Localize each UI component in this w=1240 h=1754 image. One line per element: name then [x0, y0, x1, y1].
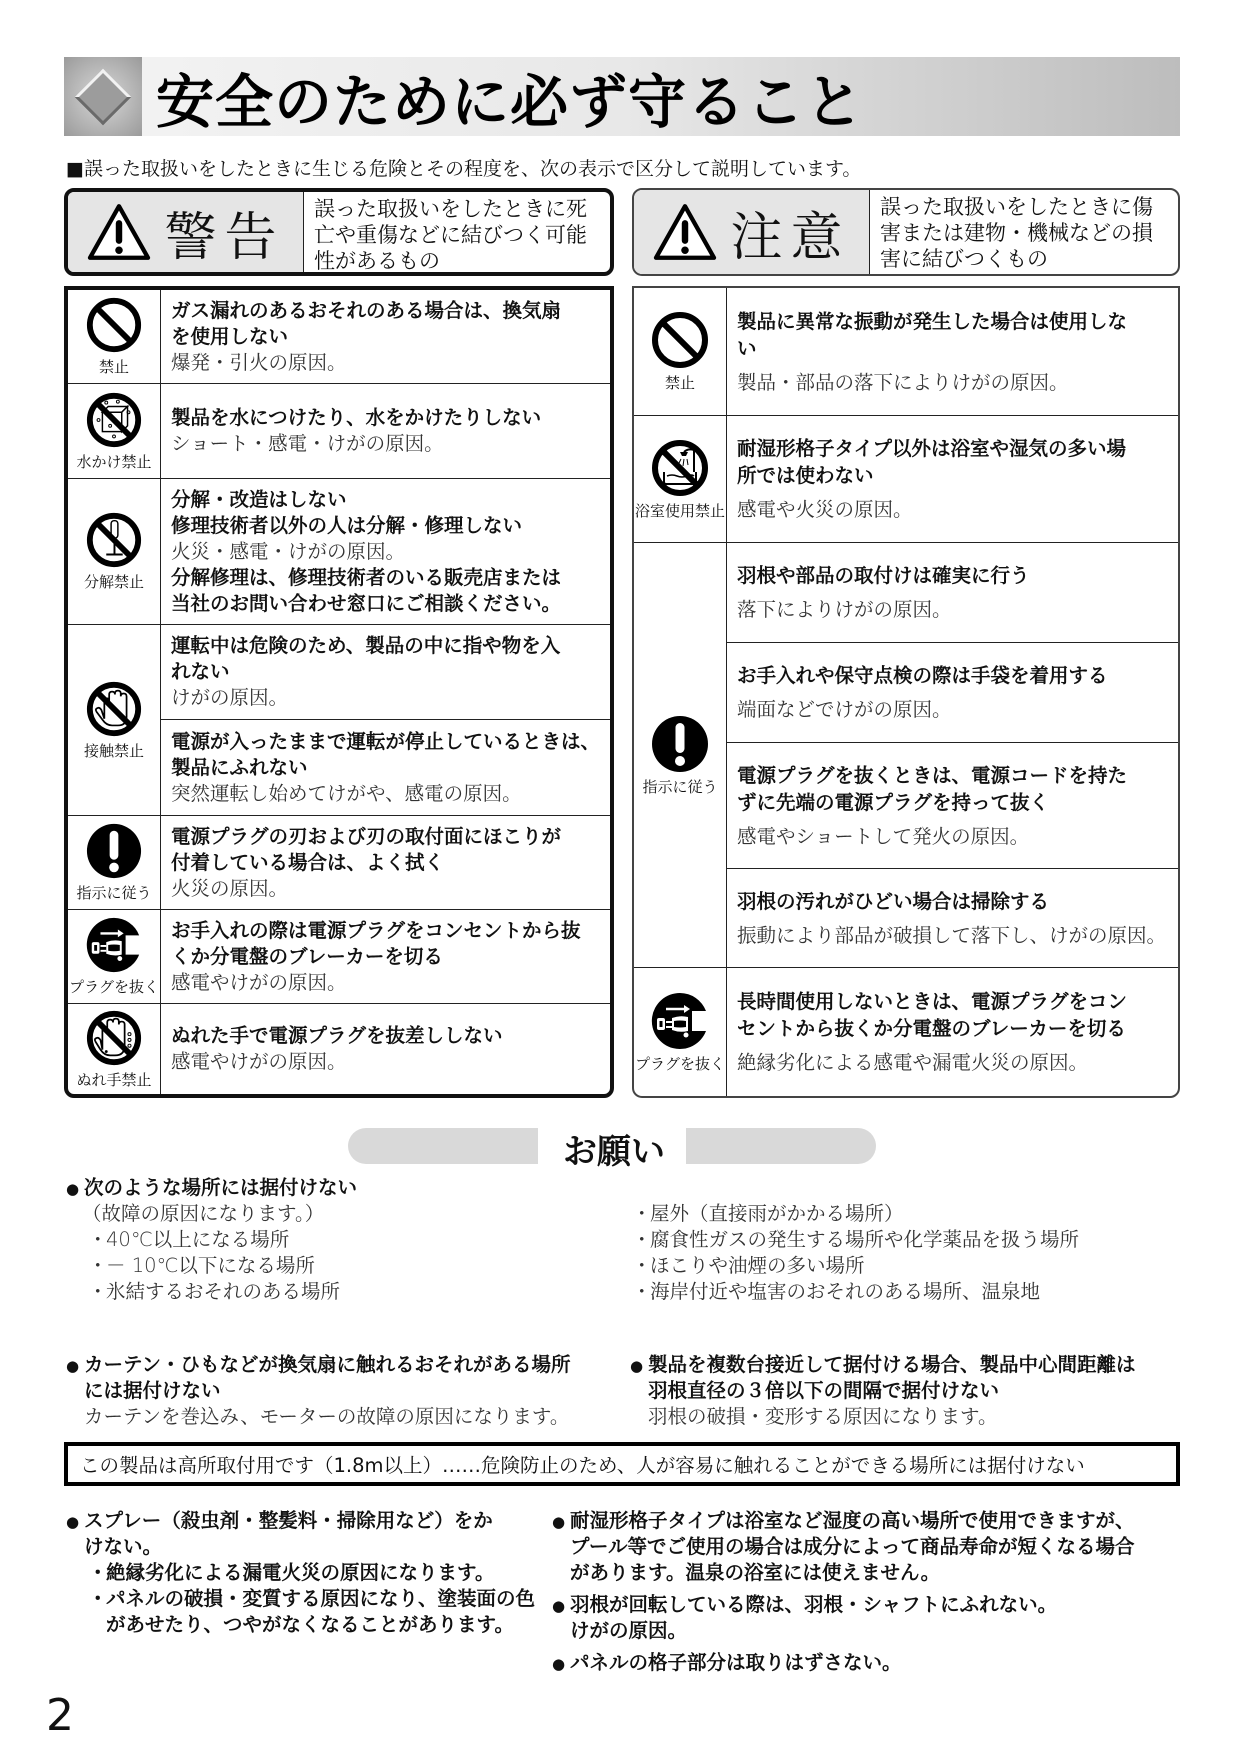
caution-table [632, 286, 1180, 1098]
no-bathroom-icon [650, 438, 710, 498]
icon-label: 分解禁止 [83, 573, 144, 591]
list-item: ・ 海岸付近や塩害のおそれのある場所、温泉地 [632, 1279, 1192, 1305]
icon-label: 禁止 [98, 358, 129, 376]
legend-warning-desc: 誤った取扱いをしたときに死 亡や重傷などに結びつく可能 性があるもの [314, 197, 587, 273]
spray-note: ● スプレー（殺虫剤・整髪料・掃除用など）をか けない。 ・ 絶縁劣化による漏電火災の原因になります。 ・ パネルの破損・変質する原因になり、塗装面の色があせたり、つやがなくなることがあります。 [66, 1508, 546, 1638]
onegai-title: お願い [563, 1132, 665, 1172]
warning-table [64, 286, 614, 1098]
list-item: ・ 氷結するおそれのある場所 [88, 1279, 606, 1305]
list-item: ・ ほこりや油煙の多い場所 [632, 1253, 1192, 1279]
table-row: 指示に従う 羽根や部品の取付けは確実に行う 落下によりけがの原因。 お手入れや保守点検の際は手袋を着用する 端面などでけがの原因。 電源プラグを抜くときは、電源コードを持た ずに先端の電源プラグを持って抜く 感電やショートして発火の原因。 羽根の汚れがひどい場合は掃除する 振動により部品が破損して落下し、けがの原因。 [634, 543, 1178, 968]
title-banner [64, 57, 1180, 136]
unplug-icon [650, 991, 710, 1051]
table-row: プラグを抜く お手入れの際は電源プラグをコンセントから抜 くか分電盤のブレーカーを切る 感電やけがの原因。 [68, 910, 610, 1004]
table-row: 禁止 製品に異常な振動が発生した場合は使用しな い 製品・部品の落下によりけがの原因。 [634, 288, 1178, 416]
prohibited-icon [85, 296, 143, 354]
table-row: 浴室使用禁止 耐湿形格子タイプ以外は浴室や湿気の多い場 所では使わない 感電や火災の原因。 [634, 416, 1178, 543]
no-disassembly-icon [85, 511, 143, 569]
install-places-note: ● 次のような場所には据付けない （故障の原因になります。） ・ 40℃以上になる場所 ・ － 10℃以下になる場所 ・ 氷結するおそれのある場所 [66, 1175, 606, 1305]
list-item: ・ パネルの破損・変質する原因になり、塗装面の色があせたり、つやがなくなることがあります。 [88, 1586, 546, 1638]
legend-caution-word: 注意 [730, 207, 851, 268]
note-blade: ● 羽根が回転している際は、羽根・シャフトにふれない。 けがの原因。 [552, 1592, 1182, 1644]
right-notes [552, 1508, 1182, 1676]
page-title: 安全のために必ず守ること [156, 67, 865, 136]
legend-warning [64, 188, 614, 276]
table-row: 指示に従う 電源プラグの刃および刃の取付面にほこりが 付着している場合は、よく拭く 火災の原因。 [68, 816, 610, 910]
no-wet-hands-icon [85, 1009, 143, 1067]
table-row: 禁止 ガス漏れのあるおそれのある場合は、換気扇 を使用しない 爆発・引火の原因。 [68, 290, 610, 384]
icon-label: 指示に従う [642, 777, 718, 796]
icon-label: プラグを抜く [634, 1054, 725, 1073]
icon-label: ぬれ手禁止 [76, 1070, 152, 1089]
list-item: ・ 絶縁劣化による漏電火災の原因になります。 [88, 1560, 546, 1586]
list-item: ・ － 10℃以下になる場所 [88, 1253, 606, 1279]
list-item: ・ 屋外（直接雨がかかる場所） [632, 1201, 1192, 1227]
install-places-right [632, 1201, 1192, 1305]
note-humidity: ● 耐湿形格子タイプは浴室など湿度の高い場所で使用できますが、 プール等でご使用の場合は成分によって商品寿命が短くなる場合 があります。温泉の浴室には使えません。 [552, 1508, 1182, 1586]
intro-text: ■誤った取扱いをしたときに生じる危険とその程度を、次の表示で区分して説明しています。 [66, 158, 862, 180]
onegai-bar-left [348, 1128, 538, 1164]
table-row: 接触禁止 運転中は危険のため、製品の中に指や物を入 れない けがの原因。 電源が入ったままで運転が停止しているときは、 製品にふれない 突然運転し始めてけがや、感電の原因。 [68, 625, 610, 816]
table-row: 分解禁止 分解・改造はしない 修理技術者以外の人は分解・修理しない 火災・感電・けがの原因。 分解修理は、修理技術者のいる販売店または 当社のお問い合わせ窓口にご相談ください。 [68, 479, 610, 625]
icon-label: 禁止 [664, 374, 695, 392]
diamond-icon [64, 57, 142, 136]
icon-label: 浴室使用禁止 [634, 501, 725, 520]
icon-label: 指示に従う [76, 884, 152, 902]
legend-caution-desc: 誤った取扱いをしたときに傷 害または建物・機械などの損 害に結びつくもの [880, 195, 1153, 271]
list-item: ・ 腐食性ガスの発生する場所や化学薬品を扱う場所 [632, 1227, 1192, 1253]
icon-label: プラグを抜く [68, 978, 159, 996]
unplug-icon [85, 916, 143, 974]
page-number: 2 [46, 1690, 74, 1741]
legend-caution [632, 188, 1180, 276]
warning-triangle-icon [652, 203, 718, 261]
onegai-bar-right [686, 1128, 876, 1164]
list-item: ・ 40℃以上になる場所 [88, 1227, 606, 1253]
multiple-units-note: ● 製品を複数台接近して据付ける場合、製品中心間距離は 羽根直径の３倍以下の間隔で据付けない 羽根の破損・変形する原因になります。 [630, 1352, 1190, 1430]
note-panel: ● パネルの格子部分は取りはずさない。 [552, 1650, 1182, 1676]
high-mount-notice: この製品は高所取付用です（1.8m以上）……危険防止のため、人が容易に触れることができる場所には据付けない [64, 1442, 1180, 1486]
prohibited-icon [650, 310, 710, 370]
curtain-note: ● カーテン・ひもなどが換気扇に触れるおそれがある場所 には据付けない カーテンを巻込み、モーターの故障の原因になります。 [66, 1352, 626, 1430]
warning-triangle-icon [86, 203, 152, 261]
table-row: 水かけ禁止 製品を水につけたり、水をかけたりしない ショート・感電・けがの原因。 [68, 384, 610, 479]
no-touch-icon [85, 680, 143, 738]
mandatory-icon [85, 822, 143, 880]
no-water-icon [85, 391, 143, 449]
icon-label: 接触禁止 [83, 741, 144, 760]
table-row: ぬれ手禁止 ぬれた手で電源プラグを抜差ししない 感電やけがの原因。 [68, 1004, 610, 1094]
legend-warning-word: 警告 [164, 207, 285, 268]
icon-label: 水かけ禁止 [76, 452, 152, 471]
mandatory-icon [650, 714, 710, 774]
table-row: プラグを抜く 長時間使用しないときは、電源プラグをコン セントから抜くか分電盤のブレーカーを切る 絶縁劣化による感電や漏電火災の原因。 [634, 968, 1178, 1096]
